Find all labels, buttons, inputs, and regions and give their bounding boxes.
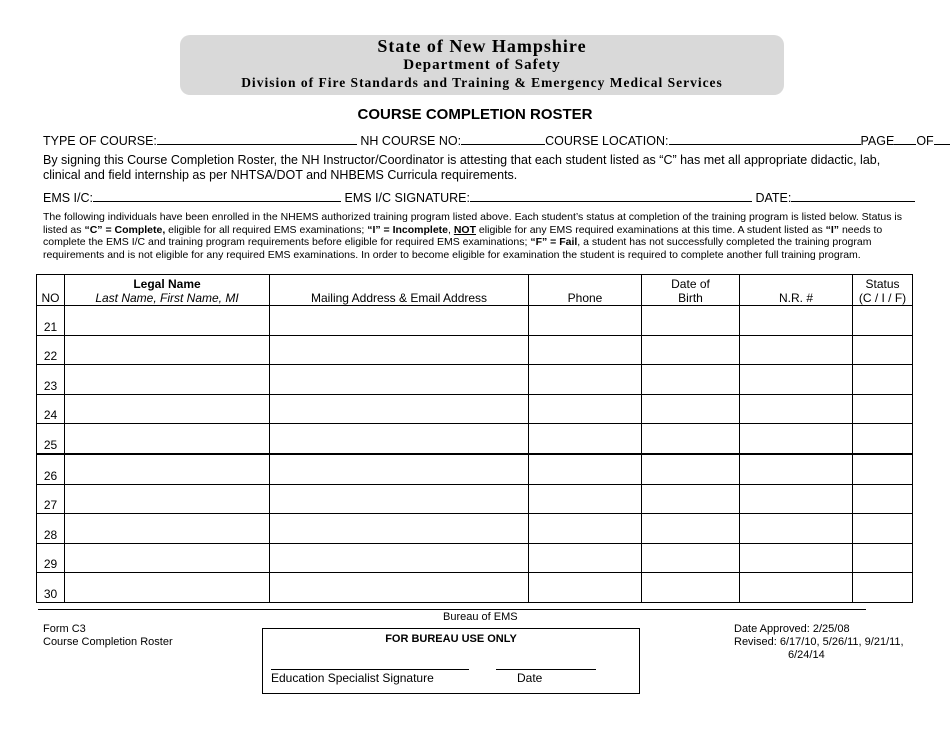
dob-cell[interactable] (642, 306, 740, 336)
legal-name-cell[interactable] (65, 454, 270, 484)
row-number: 21 (37, 306, 65, 336)
course-location-field[interactable] (669, 133, 861, 145)
complete-label: “C” = Complete, (84, 223, 166, 236)
address-cell[interactable] (270, 484, 529, 514)
address-cell[interactable] (270, 424, 529, 454)
row-number: 26 (37, 454, 65, 484)
state-title: State of New Hampshire (377, 36, 587, 56)
status-cell[interactable] (853, 394, 913, 424)
incomplete-label-2: “I” (825, 223, 840, 236)
header-nr: N.R. # (740, 275, 853, 306)
edu-date-label: Date (517, 671, 543, 685)
header-banner (180, 35, 784, 95)
bureau-use-title: FOR BUREAU USE ONLY (385, 633, 517, 645)
legal-name-cell[interactable] (65, 306, 270, 336)
course-fields-row (43, 133, 950, 148)
row-number: 24 (37, 394, 65, 424)
status-cell[interactable] (853, 543, 913, 573)
header-status: Status (C / I / F) (853, 275, 913, 306)
header-no: NO (37, 275, 65, 306)
form-title: COURSE COMPLETION ROSTER (357, 106, 593, 123)
dob-cell[interactable] (642, 335, 740, 365)
table-row (37, 514, 913, 544)
instructions-part-2: eligible for all required EMS examinations; (165, 223, 368, 236)
dob-cell[interactable] (642, 424, 740, 454)
status-cell[interactable] (853, 424, 913, 454)
nr-cell[interactable] (740, 543, 853, 573)
phone-cell[interactable] (529, 306, 642, 336)
date-field[interactable] (791, 190, 915, 202)
header-legal-name: Legal Name Last Name, First Name, MI (65, 275, 270, 306)
of-field[interactable] (934, 133, 950, 145)
bureau-label: Bureau of EMS (443, 611, 518, 623)
row-number: 28 (37, 514, 65, 544)
status-cell[interactable] (853, 306, 913, 336)
bureau-use-box (262, 628, 640, 694)
header-phone: Phone (529, 275, 642, 306)
instructions-part-3: , (448, 223, 454, 236)
dob-cell[interactable] (642, 454, 740, 484)
not-label: NOT (453, 223, 477, 236)
dob-cell[interactable] (642, 365, 740, 395)
table-row (37, 543, 913, 573)
table-row (37, 484, 913, 514)
nr-cell[interactable] (740, 454, 853, 484)
address-cell[interactable] (270, 454, 529, 484)
phone-cell[interactable] (529, 573, 642, 603)
header-dob: Date of Birth (642, 275, 740, 306)
legal-name-cell[interactable] (65, 484, 270, 514)
status-instructions (43, 211, 911, 261)
edu-date-line[interactable] (496, 669, 596, 670)
edu-signature-line[interactable] (271, 669, 469, 670)
legal-name-cell[interactable] (65, 335, 270, 365)
dob-cell[interactable] (642, 394, 740, 424)
row-number: 29 (37, 543, 65, 573)
table-row (37, 335, 913, 365)
table-row (37, 454, 913, 484)
nr-cell[interactable] (740, 394, 853, 424)
type-of-course-label: TYPE OF COURSE: (43, 134, 157, 148)
dob-cell[interactable] (642, 543, 740, 573)
nh-course-no-field[interactable] (461, 133, 545, 145)
incomplete-label: “I” = Incomplete (367, 223, 448, 236)
form-name: Course Completion Roster (43, 636, 173, 648)
instructions-part-4: eligible for any EMS required examinations at this time. A student listed as (476, 223, 826, 236)
phone-cell[interactable] (529, 514, 642, 544)
ems-ic-label: EMS I/C: (43, 191, 94, 205)
legal-name-cell[interactable] (65, 424, 270, 454)
address-cell[interactable] (270, 306, 529, 336)
page-label: PAGE (860, 134, 895, 148)
form-number: Form C3 (43, 623, 86, 635)
status-cell[interactable] (853, 365, 913, 395)
status-cell[interactable] (853, 335, 913, 365)
table-row (37, 573, 913, 603)
roster-table (36, 274, 913, 603)
address-cell[interactable] (270, 514, 529, 544)
phone-cell[interactable] (529, 365, 642, 395)
nh-course-no-label: NH COURSE NO: (360, 134, 462, 148)
phone-cell[interactable] (529, 543, 642, 573)
ems-ic-signature-field[interactable] (470, 190, 752, 202)
attestation-text: By signing this Course Completion Roster, the NH Instructor/Coordinator is attesting that each student listed as “C” has met all appropriate didactic, lab, clinical and field internship as per NHTSA/DOT and NHBEMS Curricula requirements. (43, 153, 881, 182)
address-cell[interactable] (270, 335, 529, 365)
nr-cell[interactable] (740, 335, 853, 365)
revised-dates-2: 6/24/14 (788, 649, 825, 661)
dob-cell[interactable] (642, 573, 740, 603)
revised-dates: Revised: 6/17/10, 5/26/11, 9/21/11, (734, 636, 904, 648)
nr-cell[interactable] (740, 365, 853, 395)
ems-ic-signature-label: EMS I/C SIGNATURE: (344, 191, 470, 205)
table-header-row (37, 275, 913, 306)
status-cell[interactable] (853, 454, 913, 484)
address-cell[interactable] (270, 543, 529, 573)
course-location-label: COURSE LOCATION: (545, 134, 669, 148)
table-row (37, 306, 913, 336)
nr-cell[interactable] (740, 573, 853, 603)
instructions-part-5: needs to complete the EMS I/C and training program requirements before eligible for required EMS examinations; (43, 223, 883, 249)
address-cell[interactable] (270, 573, 529, 603)
phone-cell[interactable] (529, 454, 642, 484)
table-row (37, 394, 913, 424)
dob-cell[interactable] (642, 514, 740, 544)
department-title: Department of Safety (403, 57, 561, 73)
row-number: 25 (37, 424, 65, 454)
phone-cell[interactable] (529, 484, 642, 514)
instructions-part-1: The following individuals have been enrolled in the NHEMS authorized training program listed above. Each student’s status at completion of the training program is listed below. Status is listed as (43, 211, 902, 236)
table-row (37, 365, 913, 395)
legal-name-cell[interactable] (65, 543, 270, 573)
address-cell[interactable] (270, 394, 529, 424)
instructions-part-6: , a student has not successfully completed the training program requirements and is not eligible for any required EMS examinations. In order to become eligible for examination the student is required to complete another full training program. (43, 236, 872, 261)
nr-cell[interactable] (740, 484, 853, 514)
date-label: DATE: (755, 191, 792, 205)
header-address: Mailing Address & Email Address (270, 275, 529, 306)
status-cell[interactable] (853, 573, 913, 603)
nr-cell[interactable] (740, 306, 853, 336)
address-cell[interactable] (270, 365, 529, 395)
ems-ic-field[interactable] (93, 190, 341, 202)
status-cell[interactable] (853, 484, 913, 514)
table-row (37, 424, 913, 454)
phone-cell[interactable] (529, 394, 642, 424)
phone-cell[interactable] (529, 424, 642, 454)
row-number: 23 (37, 365, 65, 395)
nr-cell[interactable] (740, 514, 853, 544)
row-number: 22 (37, 335, 65, 365)
date-approved: Date Approved: 2/25/08 (734, 623, 850, 635)
row-number: 30 (37, 573, 65, 603)
legal-name-cell[interactable] (65, 394, 270, 424)
page-field[interactable] (894, 133, 916, 145)
phone-cell[interactable] (529, 335, 642, 365)
fail-label: “F” = Fail (530, 236, 578, 249)
legal-name-cell[interactable] (65, 573, 270, 603)
of-label: OF (916, 134, 934, 148)
division-title: Division of Fire Standards and Training & Emergency Medical Services (241, 75, 723, 90)
legal-name-cell[interactable] (65, 365, 270, 395)
legal-name-cell[interactable] (65, 514, 270, 544)
signature-row (43, 190, 915, 205)
type-of-course-field[interactable] (157, 133, 357, 145)
edu-signature-label: Education Specialist Signature (271, 671, 434, 685)
nr-cell[interactable] (740, 424, 853, 454)
footer-divider (38, 609, 866, 610)
row-number: 27 (37, 484, 65, 514)
dob-cell[interactable] (642, 484, 740, 514)
status-cell[interactable] (853, 514, 913, 544)
